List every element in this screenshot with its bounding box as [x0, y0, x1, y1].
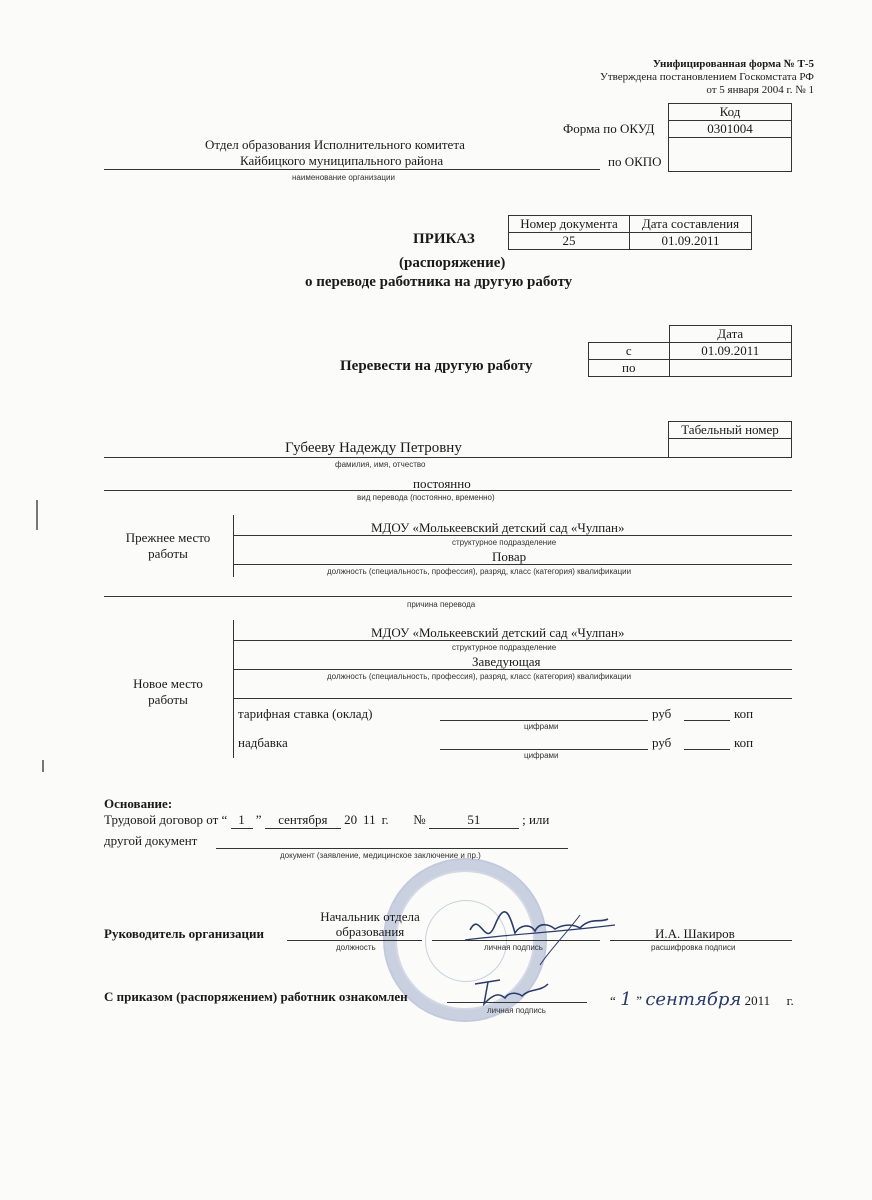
head-position-line1: Начальник отдела — [320, 909, 420, 924]
previous-unit: МДОУ «Молькеевский детский сад «Чулпан» — [371, 520, 625, 535]
head-position — [290, 909, 450, 939]
new-unit-caption: структурное подразделение — [452, 643, 557, 652]
contract-quote-close: ” — [255, 812, 262, 827]
bonus-underline — [440, 749, 648, 750]
rate-kop: коп — [734, 706, 754, 721]
head-position-underline — [287, 940, 422, 941]
previous-label — [118, 530, 218, 562]
transfer-to-value — [669, 360, 792, 377]
new-position-caption: должность (специальность, профессия), разряд, класс (категория) квалификации — [327, 672, 632, 681]
head-position-caption: должность — [336, 943, 376, 952]
rate-underline — [440, 720, 648, 721]
doc-date-value: 01.09.2011 — [630, 233, 752, 250]
ack-date — [610, 989, 794, 1010]
contract-day: 1 — [231, 812, 253, 829]
scan-mark — [42, 760, 44, 772]
code-header: Код — [669, 104, 792, 121]
basis-label: Основание: — [104, 796, 173, 811]
tab-number-value — [669, 439, 792, 458]
ack-label: С приказом (распоряжением) работник ознакомлен — [104, 989, 408, 1004]
tab-number-table — [668, 421, 792, 458]
doc-number-value: 25 — [509, 233, 630, 250]
doc-date-header: Дата составления — [630, 216, 752, 233]
new-label-line2: работы — [148, 692, 188, 707]
head-signature-caption: личная подпись — [484, 943, 543, 952]
code-table — [668, 103, 792, 172]
contract-number: 51 — [429, 812, 519, 829]
previous-unit-underline — [233, 535, 792, 536]
head-name-caption: расшифровка подписи — [651, 943, 736, 952]
form-title: Унифицированная форма № Т-5 — [652, 58, 814, 70]
tab-number-header: Табельный номер — [669, 422, 792, 439]
head-name-underline — [610, 940, 792, 941]
ack-quote-close: ” — [636, 993, 643, 1008]
new-unit: МДОУ «Молькеевский детский сад «Чулпан» — [371, 625, 625, 640]
previous-label-line2: работы — [148, 546, 188, 561]
rate-label: тарифная ставка (оклад) — [238, 706, 373, 721]
rate-kop-underline — [684, 720, 730, 721]
okpo-value — [669, 138, 792, 172]
doc-number-header: Номер документа — [509, 216, 630, 233]
ack-quote-open: “ — [610, 993, 616, 1008]
name-caption: фамилия, имя, отчество — [335, 460, 426, 469]
okud-value: 0301004 — [669, 121, 792, 138]
previous-label-line1: Прежнее место — [125, 530, 211, 545]
previous-bracket — [233, 515, 234, 577]
bonus-digits-caption: цифрами — [524, 751, 559, 760]
bonus-label: надбавка — [238, 735, 288, 750]
previous-position-caption: должность (специальность, профессия), разряд, класс (категория) квалификации — [327, 567, 632, 576]
ack-year-suffix: г. — [786, 993, 794, 1008]
employee-signature — [460, 972, 570, 1012]
order-title: ПРИКАЗ — [413, 231, 475, 247]
order-subtitle: (распоряжение) — [399, 255, 506, 271]
bonus-rub: руб — [652, 735, 672, 750]
ack-month: сентября — [645, 989, 742, 1010]
rate-rub: руб — [652, 706, 672, 721]
contract-or: ; или — [522, 812, 550, 827]
transfer-from-value: 01.09.2011 — [669, 343, 792, 360]
new-position: Заведующая — [472, 654, 541, 669]
order-subject: о переводе работника на другую работу — [305, 274, 573, 290]
transfer-type-underline — [104, 490, 792, 491]
ack-year: 2011 — [744, 993, 771, 1008]
reason-caption: причина перевода — [407, 600, 476, 609]
previous-position: Повар — [492, 549, 527, 564]
doc-number-table — [508, 215, 752, 250]
org-line1: Отдел образования Исполнительного комитета — [205, 137, 465, 152]
transfer-type: постоянно — [413, 476, 471, 491]
employee-name: Губееву Надежду Петровну — [285, 440, 462, 456]
transfer-type-caption: вид перевода (постоянно, временно) — [357, 493, 495, 502]
other-doc-underline — [216, 848, 568, 849]
ack-signature-caption: личная подпись — [487, 1006, 546, 1015]
transfer-date-table — [588, 325, 792, 377]
contract-year: 11 — [363, 812, 376, 827]
okud-label: Форма по ОКУД — [563, 121, 655, 136]
head-position-line2: образования — [335, 924, 405, 939]
reason-underline — [104, 596, 792, 597]
org-caption: наименование организации — [292, 173, 395, 182]
new-unit-underline — [233, 640, 792, 641]
contract-prefix: Трудовой договор от “ — [104, 812, 228, 827]
contract-month: сентября — [265, 812, 341, 829]
basis-contract-line — [104, 812, 549, 829]
new-extra-underline — [233, 698, 792, 699]
ack-day: 1 — [620, 989, 632, 1010]
other-doc-caption: документ (заявление, медицинское заключение и пр.) — [280, 851, 481, 860]
transfer-to-label: по — [589, 360, 670, 377]
transfer-date-header: Дата — [669, 326, 792, 343]
contract-year-prefix: 20 — [344, 812, 358, 827]
new-position-underline — [233, 669, 792, 670]
contract-year-suffix: г. — [381, 812, 389, 827]
contract-num-sign: № — [413, 812, 426, 827]
new-label — [118, 676, 218, 708]
previous-position-underline — [233, 564, 792, 565]
okpo-label: по ОКПО — [608, 154, 662, 169]
scan-mark — [36, 500, 38, 530]
transfer-from-label: с — [589, 343, 670, 360]
rate-digits-caption: цифрами — [524, 722, 559, 731]
org-line2: Кайбицкого муниципального района — [240, 153, 444, 168]
transfer-label: Перевести на другую работу — [340, 358, 533, 374]
other-doc-label: другой документ — [104, 833, 198, 848]
head-name: И.А. Шакиров — [655, 926, 735, 941]
bonus-kop: коп — [734, 735, 754, 750]
previous-unit-caption: структурное подразделение — [452, 538, 557, 547]
name-underline — [104, 457, 668, 458]
approved-date: от 5 января 2004 г. № 1 — [706, 84, 814, 96]
approved-text: Утверждена постановлением Госкомстата РФ — [600, 71, 814, 83]
head-signature — [440, 895, 630, 975]
head-label: Руководитель организации — [104, 926, 264, 941]
bonus-kop-underline — [684, 749, 730, 750]
new-label-line1: Новое место — [133, 676, 203, 691]
org-underline — [104, 169, 600, 170]
